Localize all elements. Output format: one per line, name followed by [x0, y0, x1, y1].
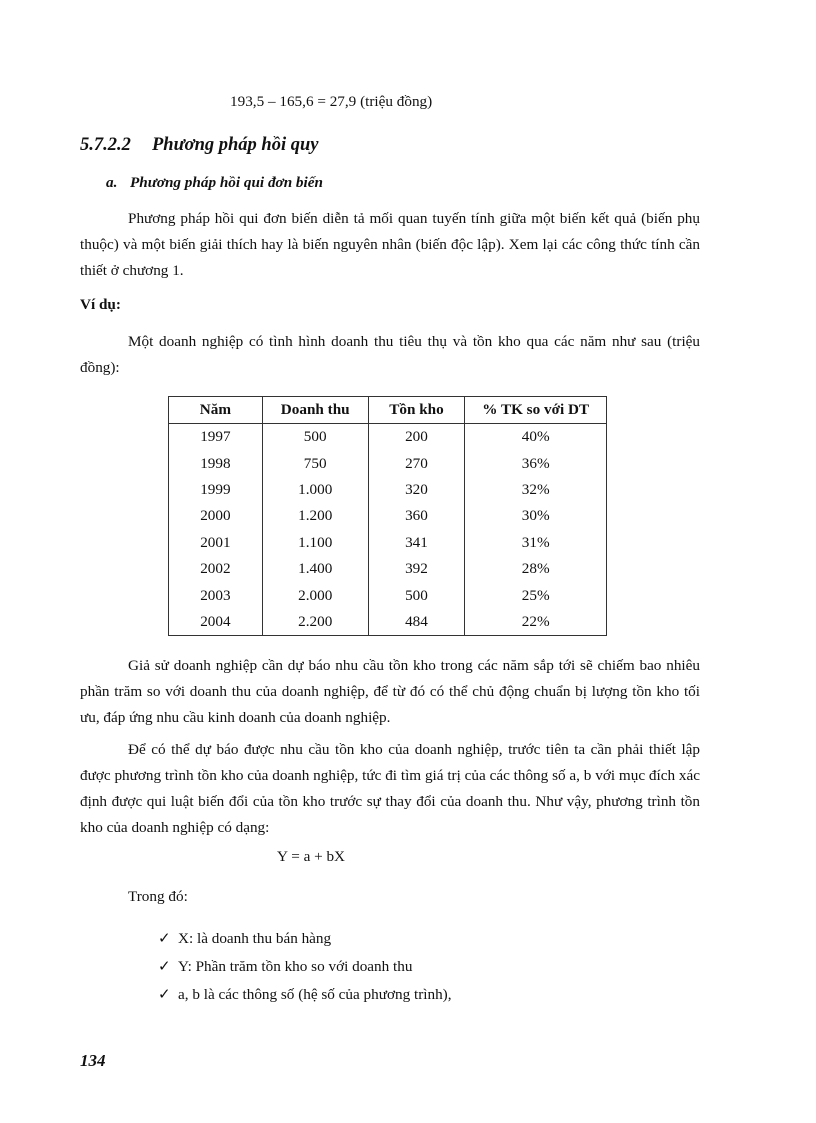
cell-inventory: 200: [368, 424, 465, 451]
cell-revenue: 750: [262, 450, 368, 476]
regression-formula: Y = a + bX: [277, 848, 346, 865]
table-row: [169, 477, 607, 503]
cell-inventory: 360: [368, 503, 465, 529]
cell-percent: 30%: [465, 503, 607, 529]
page-number: 134: [80, 1051, 106, 1070]
section-title: Phương pháp hồi quy: [152, 135, 319, 155]
list-item: [158, 925, 452, 953]
forecast-paragraph: Giả sử doanh nghiệp cần dự báo nhu cầu tồn kho trong các năm sắp tới sẽ chiếm bao nhiêu phần trăm so với doanh thu của doanh nghiệp, để từ đó có thể chủ động chuẩn bị lượng tồn kho tối ưu, đáp ứng nhu cầu kinh doanh của doanh nghiệp.: [80, 657, 700, 726]
header-year: Năm: [169, 397, 263, 424]
cell-year: 2003: [169, 582, 263, 608]
table-row: [169, 450, 607, 476]
definition-list: [158, 925, 452, 1009]
check-icon: ✓: [158, 929, 171, 947]
cell-percent: 31%: [465, 530, 607, 556]
cell-year: 1999: [169, 477, 263, 503]
list-item-text: Y: Phần trăm tồn kho so với doanh thu: [178, 958, 413, 975]
calculation-line: 193,5 – 165,6 = 27,9 (triệu đồng): [230, 93, 433, 110]
cell-inventory: 392: [368, 556, 465, 582]
cell-year: 1998: [169, 450, 263, 476]
cell-percent: 36%: [465, 450, 607, 476]
table-row: [169, 582, 607, 608]
header-revenue: Doanh thu: [262, 397, 368, 424]
example-label: Ví dụ:: [80, 296, 121, 313]
cell-inventory: 500: [368, 582, 465, 608]
cell-revenue: 1.100: [262, 530, 368, 556]
subsection-heading: [106, 174, 323, 192]
cell-year: 2004: [169, 609, 263, 636]
table-row: [169, 556, 607, 582]
cell-revenue: 1.400: [262, 556, 368, 582]
header-percent: % TK so với DT: [465, 397, 607, 424]
cell-inventory: 270: [368, 450, 465, 476]
subsection-letter: a.: [106, 174, 118, 191]
list-item: [158, 953, 452, 981]
cell-revenue: 2.200: [262, 609, 368, 636]
cell-percent: 22%: [465, 609, 607, 636]
cell-percent: 25%: [465, 582, 607, 608]
header-inventory: Tồn kho: [368, 397, 465, 424]
check-icon: ✓: [158, 957, 171, 975]
cell-percent: 32%: [465, 477, 607, 503]
cell-revenue: 500: [262, 424, 368, 451]
where-label: Trong đó:: [128, 888, 188, 905]
list-item-text: a, b là các thông số (hệ số của phương trình),: [178, 986, 452, 1003]
cell-year: 2001: [169, 530, 263, 556]
list-item: [158, 981, 452, 1009]
cell-inventory: 484: [368, 609, 465, 636]
cell-year: 2002: [169, 556, 263, 582]
cell-percent: 28%: [465, 556, 607, 582]
cell-year: 1997: [169, 424, 263, 451]
cell-revenue: 1.000: [262, 477, 368, 503]
table-row: [169, 530, 607, 556]
equation-paragraph: Để có thể dự báo được nhu cầu tồn kho của doanh nghiệp, trước tiên ta cần phải thiết lập được phương trình tồn kho của doanh nghiệp, tức đi tìm giá trị của các thông số a, b với mục đích xác định được qui luật biến đổi của tồn kho trước sự thay đổi của doanh thu. Như vậy, phương trình tồn kho của doanh nghiệp có dạng:: [80, 741, 700, 836]
table-row: [169, 609, 607, 636]
table-header-row: [169, 397, 607, 424]
intro-paragraph: Phương pháp hồi qui đơn biến diễn tả mối quan tuyến tính giữa một biến kết quả (biến phụ thuộc) và một biến giải thích hay là biến nguyên nhân (biến độc lập). Xem lại các công thức tính cần thiết ở chương 1.: [80, 210, 700, 279]
section-number: 5.7.2.2: [80, 135, 131, 155]
cell-revenue: 2.000: [262, 582, 368, 608]
cell-inventory: 320: [368, 477, 465, 503]
table-row: [169, 424, 607, 451]
data-table: [168, 396, 607, 636]
subsection-title: Phương pháp hồi qui đơn biến: [130, 174, 323, 191]
example-paragraph: Một doanh nghiệp có tình hình doanh thu tiêu thụ và tồn kho qua các năm như sau (triệu đồng):: [80, 333, 700, 376]
cell-revenue: 1.200: [262, 503, 368, 529]
list-item-text: X: là doanh thu bán hàng: [178, 930, 332, 947]
cell-year: 2000: [169, 503, 263, 529]
section-heading: [80, 135, 318, 156]
table-row: [169, 503, 607, 529]
cell-inventory: 341: [368, 530, 465, 556]
cell-percent: 40%: [465, 424, 607, 451]
check-icon: ✓: [158, 985, 171, 1003]
